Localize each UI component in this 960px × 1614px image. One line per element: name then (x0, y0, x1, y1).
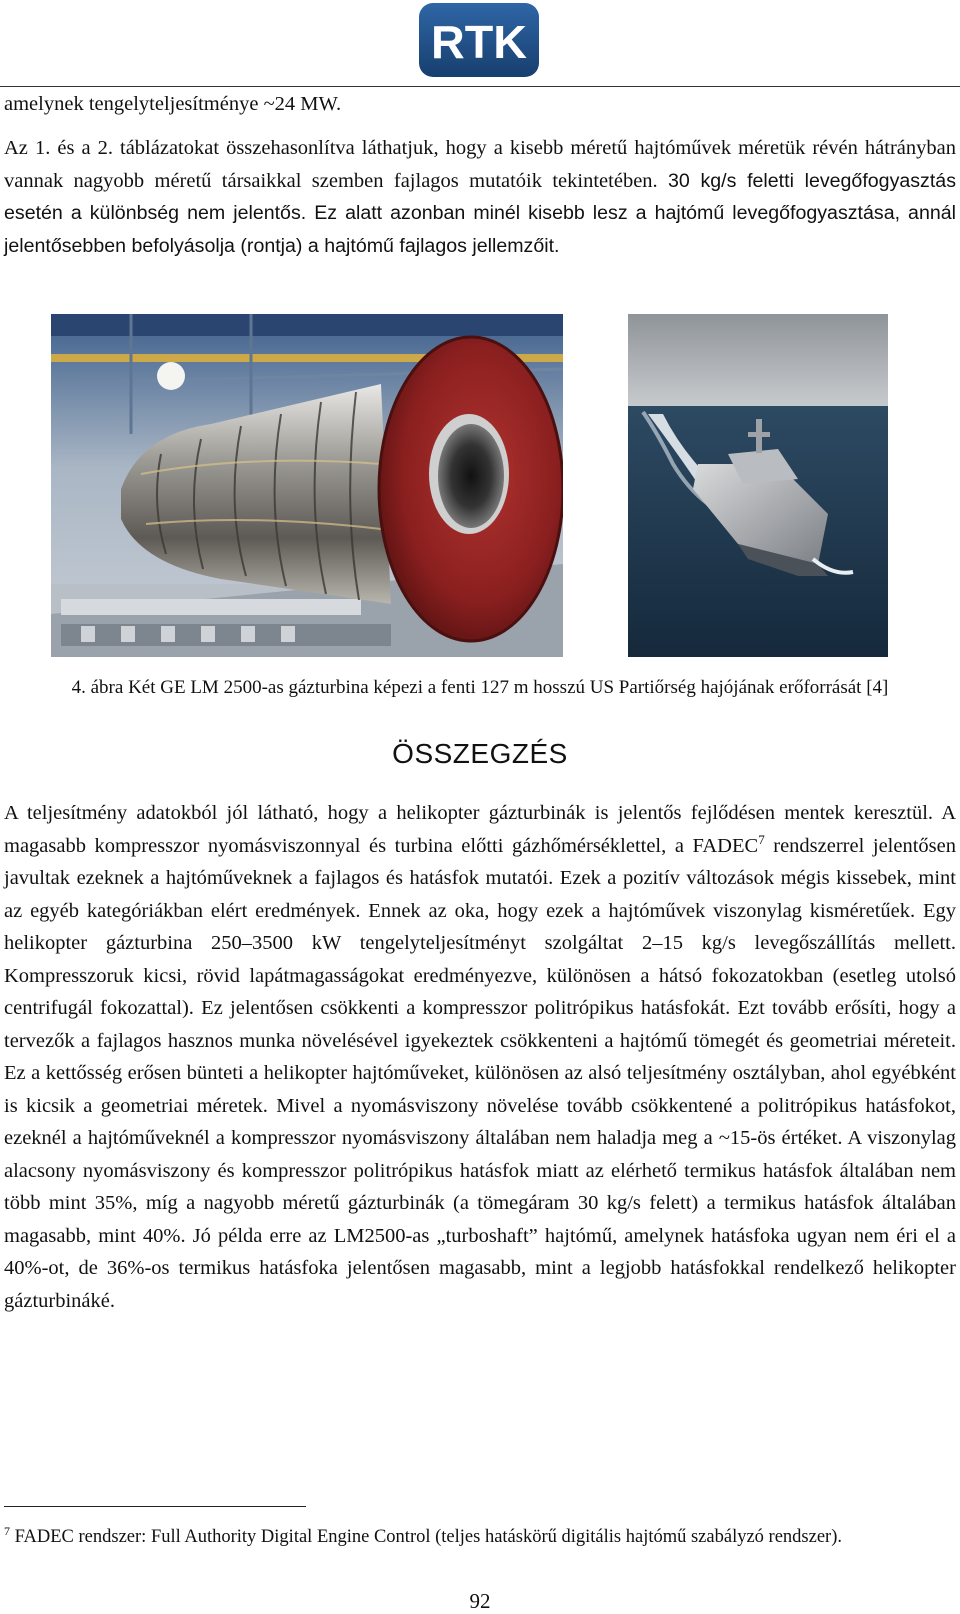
footnote-reference[interactable]: 7 (758, 831, 765, 847)
footnote-rule (4, 1506, 306, 1507)
footnote-number: 7 (4, 1524, 10, 1538)
summary-paragraph: A teljesítmény adatokból jól látható, hogy a helikopter gázturbinák is jelentős fejlődésen mentek keresztül. A magasabb kompresszor nyomásviszonnyal és turbina előtti gázhőmérséklettel, a FADEC$^7$ rendszerrel jelentősen javultak ezeknek a hajtóműveknek a fajlagos és hatásfok mutatói. Ezek a pozitív változások mégis kissebek, mint az egyéb kategóriákban elért eredmények. Ennek az oka, hogy ezek a hajtóművek viszonylag kisméretűek. Egy helikopter gázturbina 250–3500 kW tengelyteljesítményt szolgáltat 2–15 kg/s levegőszállítás mellett. Kompresszoruk kicsi, rövid lapátmagasságokat eredményezve, különösen a hátsó fokozatokban (esetleg utolsó centrifugál fokozattal). Ez jelentősen csökkenti a kompresszor politrópikus hatásfokát. Ezt tovább erősíti, hogy a tervezők a fajlagos hasznos munka növelésével igyekeztek csökkenteni a hajtómű tömegét és geometriai méreteit. Ez a kettősség erősen bünteti a helikopter hajtóműveket, különösen az alsó teljesítmény osztályban, ahol egyébként is kicsik a geometriai méretek. Mivel a nyomásviszony növelése tovább csökkentené a politrópikus hatásfokot, ezeknél a hajtóműveknél a kompresszor nyomásviszony általában nem haladja meg a ~15-ös értéket. A viszonylag alacsony nyomásviszony és kompresszor politrópikus hatásfok miatt az elérhető termikus hatásfok általában nem több mint 35%, míg a nagyobb méretű gázturbinák (a tömegáram 30 kg/s felett) a termikus hatásfok általában magasabb, mint 40%. Jó példa erre az LM2500-as „turboshaft” hajtómű, amelynek hatásfoka ugyan nem éri el a 40%-ot, de 36%-os termikus hatásfoka jelentősen magasabb, mint a legjobb hatásfokkal rendelkező helikopter gázturbináké. (4, 802, 956, 1312)
continued-paragraph: amelynek tengelyteljesítménye ~24 MW. (4, 93, 342, 115)
comparison-paragraph: Az 1. és a 2. táblázatokat összehasonlítva láthatjuk, hogy a kisebb méretű hajtóművek méretük révén hátrányban vannak nagyobb méretű társaikkal szemben fajlagos mutatóik tekintetében. 30 kg/s feletti levegőfogyasztás esetén a különbség nem jelentős. Ez alatt azonban minél kisebb lesz a hajtómű levegőfogyasztása, annál jelentősebben befolyásolja (rontja) a hajtómű fajlagos jellemzőit. (4, 137, 956, 257)
sans-sentence-a: 30 kg/s feletti levegőfogyasztás esetén a különbség nem jelentős. (4, 169, 956, 224)
footnote: $^7$ FADEC rendszer: Full Authority Digital Engine Control (teljes hatáskörű digitális hajtómű szabályzó rendszer). (4, 1524, 842, 1548)
logo-text: RTK (431, 16, 527, 68)
ship-photo (628, 314, 888, 657)
section-title: ÖSSZEGZÉS (392, 738, 568, 769)
rtk-logo (418, 2, 540, 78)
figure-caption: 4. ábra Két GE LM 2500-as gázturbina képezi a fenti 127 m hosszú US Partiőrség hajójának erőforrását [4] (71, 677, 889, 698)
header-rule (0, 86, 960, 87)
sans-sentence-b: Ez alatt azonban minél kisebb lesz a hajtómű levegőfogyasztása, annál jelentősebben befolyásolja (rontja) a hajtómű fajlagos jellemzőit. (4, 202, 956, 257)
page-number: 92 (469, 1589, 491, 1613)
gas-turbine-photo (51, 314, 563, 657)
